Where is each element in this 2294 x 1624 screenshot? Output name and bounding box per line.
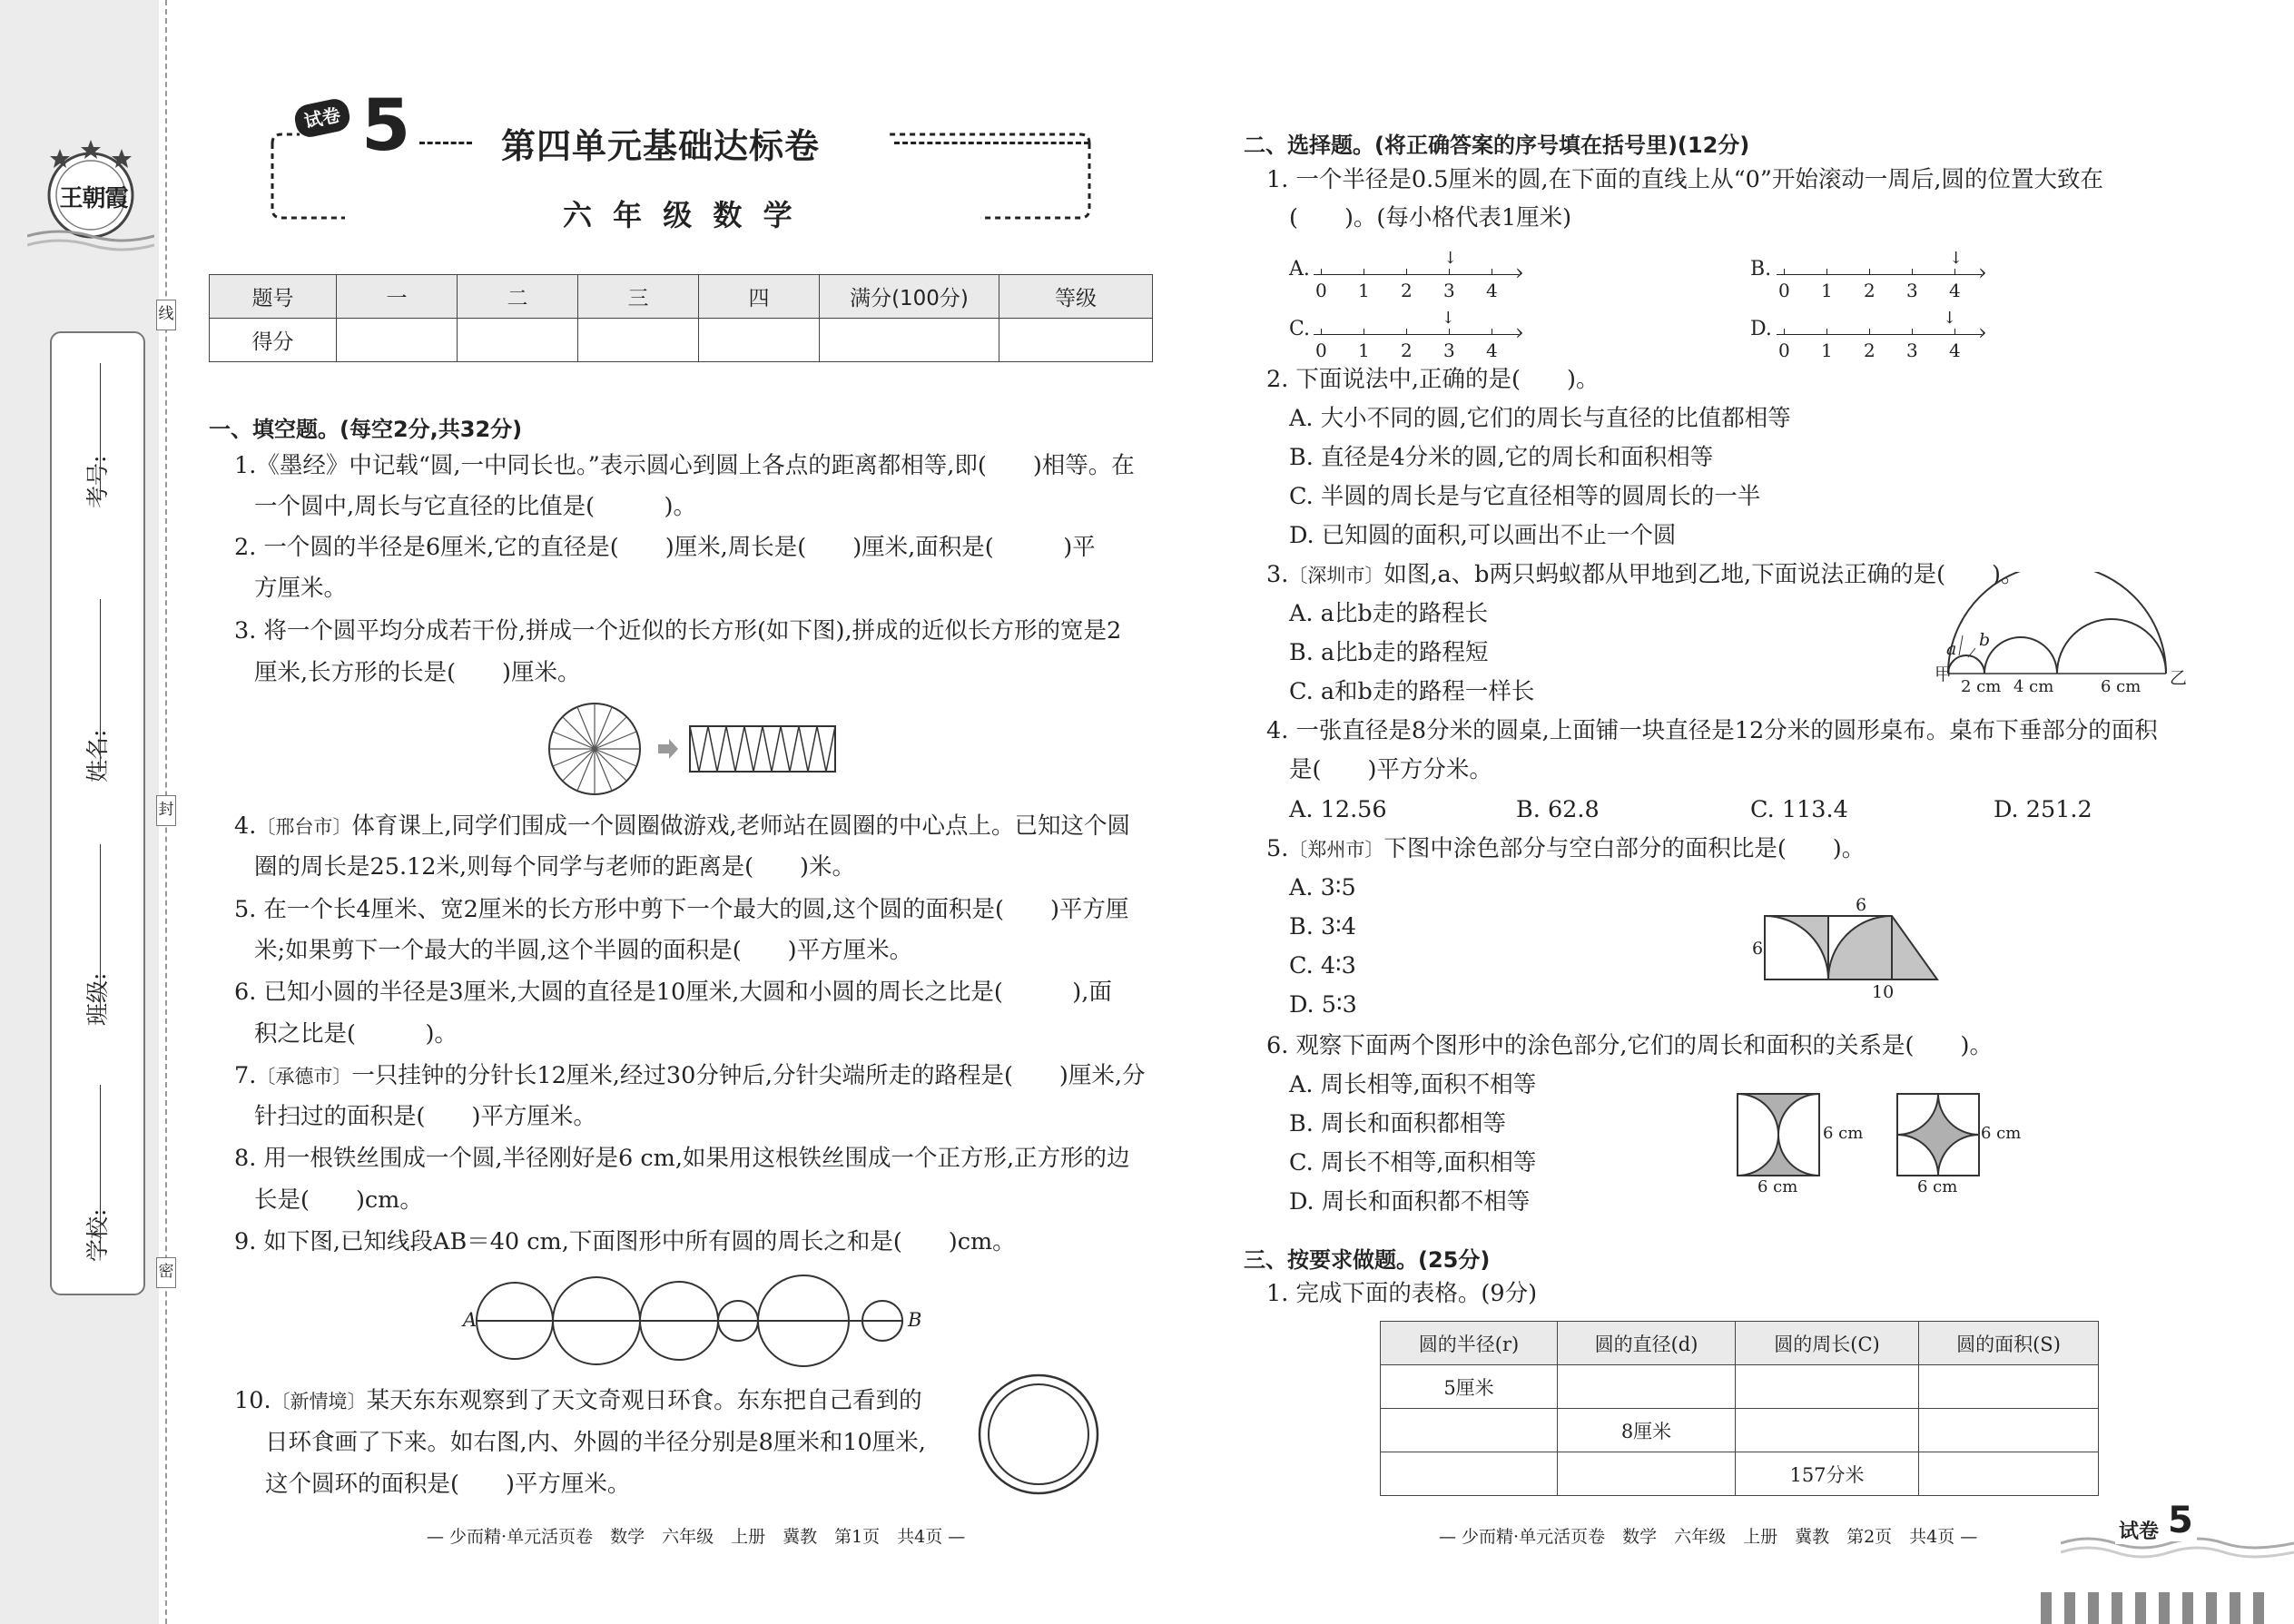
circle-table-cell[interactable] xyxy=(1736,1409,1919,1452)
number-line-tick-label: 0 xyxy=(1778,340,1790,361)
corner-bar xyxy=(2230,1592,2240,1624)
number-line-tick-label: 1 xyxy=(1821,280,1833,301)
q10-ring-figure xyxy=(975,1371,1102,1498)
section3-heading: 三、按要求做题。(25分) xyxy=(1244,1247,1491,1273)
q4-line1: 4.〔邢台市〕体育课上,同学们围成一个圆圈做游戏,老师站在圆圈的中心点上。已知这个圆 xyxy=(234,812,1131,840)
number-line-position-arrow: ↓ xyxy=(1441,309,1455,328)
r-q2-option-a[interactable]: A. 大小不同的圆,它们的周长与直径的比值都相等 xyxy=(1289,405,1791,432)
school-label: 学校: xyxy=(84,1208,111,1262)
header-dash-right xyxy=(894,142,1089,144)
test-badge: 试卷 xyxy=(292,96,352,140)
r-q1-line2: ( )。(每小格代表1厘米) xyxy=(1289,204,1572,231)
number-line-position-arrow: ↓ xyxy=(1443,249,1458,268)
test-number: 5 xyxy=(361,85,411,167)
r-q3-ant-b: b xyxy=(1979,630,1991,650)
number-line-arrowhead: › xyxy=(1515,260,1524,285)
exam-number-label: 考号: xyxy=(84,455,111,508)
number-line-tick xyxy=(1321,269,1322,274)
circle-table-cell[interactable] xyxy=(1381,1452,1558,1496)
r-q6-option-b[interactable]: B. 周长和面积都相等 xyxy=(1289,1110,1506,1137)
r-q5-text: 下图中涂色部分与空白部分的面积比是( )。 xyxy=(1383,835,1866,862)
q9-figure xyxy=(458,1266,930,1375)
circle-table-header: 圆的面积(S) xyxy=(1919,1322,2099,1365)
corner-bar xyxy=(2159,1592,2170,1624)
binding-char-feng: 封 xyxy=(156,795,176,826)
q6-line2: 积之比是( )。 xyxy=(254,1020,458,1048)
r-q5-option-b[interactable]: B. 3∶4 xyxy=(1289,913,1357,940)
q2-line1: 2. 一个圆的半径是6厘米,它的直径是( )厘米,周长是( )厘米,面积是( )平 xyxy=(234,534,1096,561)
r-q3-d2: 4 cm xyxy=(2013,677,2054,696)
number-line-tick xyxy=(1406,329,1407,334)
q4-text: 体育课上,同学们围成一个圆圈做游戏,老师站在圆圈的中心点上。已知这个圆 xyxy=(351,812,1131,840)
q9-line1: 9. 如下图,已知线段AB＝40 cm,下面图形中所有圆的周长之和是( )cm。 xyxy=(234,1228,1016,1255)
r-q3-line1: 3.〔深圳市〕如图,a、b两只蚂蚁都从甲地到乙地,下面说法正确的是( )。 xyxy=(1266,561,2024,588)
r-q6-figure-1 xyxy=(1736,1092,1821,1177)
class-line xyxy=(100,844,101,1017)
q3-line1: 3. 将一个圆平均分成若干份,拼成一个近似的长方形(如下图),拼成的近似长方形的宽是2 xyxy=(234,617,1122,645)
r-q2-option-c[interactable]: C. 半圆的周长是与它直径相等的圆周长的一半 xyxy=(1289,483,1761,510)
footer-right: — 少而精·单元活页卷 数学 六年级 上册 冀教 第2页 共4页 — xyxy=(1439,1527,1978,1547)
r-q6-option-c[interactable]: C. 周长不相等,面积相等 xyxy=(1289,1149,1537,1176)
number-line-tick xyxy=(1912,269,1913,274)
number-line-tick-label: 1 xyxy=(1821,340,1833,361)
r-q5-bottom-label: 10 xyxy=(1872,982,1895,1002)
r-q6-bottom-label-2: 6 cm xyxy=(1917,1177,1958,1196)
score-cell[interactable] xyxy=(999,319,1153,362)
circle-table-cell: 5厘米 xyxy=(1381,1365,1558,1409)
r-q5-line1: 5.〔郑州市〕下图中涂色部分与空白部分的面积比是( )。 xyxy=(1266,835,1866,862)
class-label: 班级: xyxy=(84,972,111,1026)
number-line-tick xyxy=(1784,269,1785,274)
r-q5-option-a[interactable]: A. 3∶5 xyxy=(1289,874,1356,901)
score-header: 三 xyxy=(578,275,699,319)
number-line-tick-label: 2 xyxy=(1401,340,1413,361)
corner-bar xyxy=(2182,1592,2193,1624)
number-line-tick-label: 3 xyxy=(1906,280,1918,301)
r-q3-figure xyxy=(1943,572,2170,676)
q9-point-b: B xyxy=(908,1309,922,1331)
corner-bar xyxy=(2041,1592,2052,1624)
r-q4-option-b[interactable]: B. 62.8 xyxy=(1516,796,1600,823)
school-line xyxy=(100,1085,101,1257)
q7-text: 一只挂钟的分针长12厘米,经过30分钟后,分针尖端所走的路程是( )厘米,分 xyxy=(351,1062,1146,1089)
number-line-tick xyxy=(1449,269,1450,274)
r-q3-jia: 甲 xyxy=(1935,664,1953,684)
number-line-tick-label: 4 xyxy=(1949,340,1961,361)
number-line-tick xyxy=(1954,269,1955,274)
r-q5-left-label: 6 xyxy=(1752,939,1764,959)
q1-line2: 一个圆中,周长与它直径的比值是( )。 xyxy=(254,493,697,520)
binding-char-mi: 密 xyxy=(156,1257,176,1288)
circle-table-cell[interactable] xyxy=(1919,1452,2099,1496)
q5-line1: 5. 在一个长4厘米、宽2厘米的长方形中剪下一个最大的圆,这个圆的面积是( )平方厘 xyxy=(234,896,1129,923)
number-line-tick-label: 2 xyxy=(1864,280,1876,301)
q7-region-tag: 〔承德市〕 xyxy=(256,1066,352,1088)
number-line-tick-label: 1 xyxy=(1358,280,1370,301)
q10-region-tag: 〔新情境〕 xyxy=(271,1391,367,1412)
number-line-tick xyxy=(1406,269,1407,274)
score-header: 四 xyxy=(699,275,820,319)
score-header: 满分(100分) xyxy=(820,275,999,319)
q6-line1: 6. 已知小圆的半径是3厘米,大圆的直径是10厘米,大圆和小圆的周长之比是( ),面 xyxy=(234,979,1112,1006)
q7-line1: 7.〔承德市〕一只挂钟的分针长12厘米,经过30分钟后,分针尖端所走的路程是( )厘米,分 xyxy=(234,1062,1146,1089)
circle-table-header: 圆的周长(C) xyxy=(1736,1322,1919,1365)
number-line-tick-label: 3 xyxy=(1443,280,1455,301)
r-q5-option-d[interactable]: D. 5∶3 xyxy=(1289,991,1357,1019)
section2-heading: 二、选择题。(将正确答案的序号填在括号里)(12分) xyxy=(1244,133,1750,158)
name-line xyxy=(100,599,101,772)
r-q3-option-c[interactable]: C. a和b走的路程一样长 xyxy=(1289,678,1535,705)
score-cell[interactable] xyxy=(578,319,699,362)
circle-table-header: 圆的半径(r) xyxy=(1381,1322,1558,1365)
q3-figure xyxy=(545,699,844,799)
r-q3-yi: 乙 xyxy=(2170,668,2188,688)
circle-table-cell: 8厘米 xyxy=(1558,1409,1736,1452)
r-q5-figure xyxy=(1761,912,1943,985)
page-title: 第四单元基础达标卷 xyxy=(501,126,821,166)
number-line-tick-label: 3 xyxy=(1906,340,1918,361)
corner-bar xyxy=(2112,1592,2122,1624)
number-line-tick-label: 4 xyxy=(1486,280,1498,301)
corner-bar xyxy=(2253,1592,2264,1624)
number-line-arrowhead: › xyxy=(1978,320,1987,345)
number-line-tick xyxy=(1826,329,1827,334)
r-q3-region-tag: 〔深圳市〕 xyxy=(1288,565,1384,586)
r-q4-option-c[interactable]: C. 113.4 xyxy=(1750,796,1848,823)
circle-table-cell: 157分米 xyxy=(1736,1452,1919,1496)
q1-line1: 1.《墨经》中记载“圆,一中同长也。”表示圆心到圆上各点的距离都相等,即( )相等。在 xyxy=(234,452,1135,479)
number-line-tick-label: 2 xyxy=(1401,280,1413,301)
numline-option-a-label[interactable]: A. xyxy=(1289,258,1310,281)
numline-option-d-label[interactable]: D. xyxy=(1750,318,1772,340)
circle-table-cell[interactable] xyxy=(1381,1409,1558,1452)
number-line-tick xyxy=(1912,329,1913,334)
number-line-axis xyxy=(1314,334,1519,335)
number-line-tick-label: 1 xyxy=(1358,340,1370,361)
circle-table-cell[interactable] xyxy=(1919,1365,2099,1409)
q3-line2: 厘米,长方形的长是( )厘米。 xyxy=(254,659,581,686)
circle-table-cell[interactable] xyxy=(1558,1452,1736,1496)
r-q2-option-b[interactable]: B. 直径是4分米的圆,它的周长和面积相等 xyxy=(1289,444,1714,471)
number-line-tick xyxy=(1954,329,1955,334)
score-cell[interactable] xyxy=(699,319,820,362)
number-line-tick-label: 0 xyxy=(1315,340,1327,361)
q7-line2: 针扫过的面积是( )平方厘米。 xyxy=(254,1103,596,1130)
r-q3-ant-a: a xyxy=(1946,639,1957,659)
corner-test-label: 试卷 xyxy=(2115,1516,2162,1544)
score-header: 一 xyxy=(337,275,458,319)
q9-point-a: A xyxy=(463,1309,478,1331)
number-line-tick xyxy=(1869,269,1870,274)
score-header: 等级 xyxy=(999,275,1153,319)
circle-table-header: 圆的直径(d) xyxy=(1558,1322,1736,1365)
score-header: 题号 xyxy=(210,275,337,319)
name-label: 姓名: xyxy=(84,729,111,782)
score-row-label: 得分 xyxy=(210,319,337,362)
number-line-tick-label: 0 xyxy=(1778,280,1790,301)
number-line-tick-label: 4 xyxy=(1486,340,1498,361)
corner-bar xyxy=(2088,1592,2099,1624)
number-line-tick xyxy=(1869,329,1870,334)
r-q2-option-d[interactable]: D. 已知圆的面积,可以画出不止一个圆 xyxy=(1289,522,1677,549)
page-subtitle: 六 年 级 数 学 xyxy=(563,198,798,232)
r-q3-option-b[interactable]: B. a比b走的路程短 xyxy=(1289,639,1489,666)
q8-line1: 8. 用一根铁丝围成一个圆,半径刚好是6 cm,如果用这根铁丝围成一个正方形,正方形的边 xyxy=(234,1145,1130,1172)
score-cell[interactable] xyxy=(458,319,578,362)
number-line-arrowhead: › xyxy=(1515,320,1524,345)
score-cell[interactable] xyxy=(337,319,458,362)
r-q6-side-label-1: 6 cm xyxy=(1823,1124,1864,1143)
corner-bar xyxy=(2206,1592,2217,1624)
number-line-arrowhead: › xyxy=(1978,260,1987,285)
section1-heading: 一、填空题。(每空2分,共32分) xyxy=(209,417,523,442)
exam-number-line xyxy=(100,363,101,499)
number-line-position-arrow: ↓ xyxy=(1942,309,1957,328)
corner-test-number: 5 xyxy=(2164,1500,2197,1541)
r-q2-line1: 2. 下面说法中,正确的是( )。 xyxy=(1266,366,1600,393)
number-line-tick-label: 4 xyxy=(1949,280,1961,301)
circle-table-cell[interactable] xyxy=(1736,1365,1919,1409)
numline-option-c-label[interactable]: C. xyxy=(1289,318,1311,340)
number-line-tick xyxy=(1449,329,1450,334)
r-q6-figure-2 xyxy=(1895,1092,1981,1177)
r-q4-line2: 是( )平方分米。 xyxy=(1289,756,1492,783)
r-q6-option-d[interactable]: D. 周长和面积都不相等 xyxy=(1289,1188,1531,1216)
r-q4-option-d[interactable]: D. 251.2 xyxy=(1994,796,2092,823)
r-q6-line1: 6. 观察下面两个图形中的涂色部分,它们的周长和面积的关系是( )。 xyxy=(1266,1032,1993,1059)
number-line-tick xyxy=(1321,329,1322,334)
number-line-tick-label: 0 xyxy=(1315,280,1327,301)
score-cell[interactable] xyxy=(820,319,999,362)
r-q3-d1: 2 cm xyxy=(1961,677,2002,696)
q10-text: 某天东东观察到了天文奇观日环食。东东把自己看到的 xyxy=(366,1387,922,1414)
r-q3-text: 如图,a、b两只蚂蚁都从甲地到乙地,下面说法正确的是( )。 xyxy=(1383,561,2024,588)
q5-line2: 米;如果剪下一个最大的半圆,这个半圆的面积是( )平方厘米。 xyxy=(254,937,913,964)
q10-line2: 日环食画了下来。如右图,内、外圆的半径分别是8厘米和10厘米, xyxy=(265,1429,926,1456)
circle-table-cell[interactable] xyxy=(1919,1409,2099,1452)
corner-bar xyxy=(2064,1592,2075,1624)
number-line-axis xyxy=(1777,274,1982,275)
r-q1-line1: 1. 一个半径是0.5厘米的圆,在下面的直线上从“0”开始滚动一周后,圆的位置大致在 xyxy=(1266,166,2103,193)
r-q4-line1: 4. 一张直径是8分米的圆桌,上面铺一块直径是12分米的圆形桌布。桌布下垂部分的面积 xyxy=(1266,717,2158,744)
r-q6-bottom-label-1: 6 cm xyxy=(1757,1177,1798,1196)
q4-region-tag: 〔邢台市〕 xyxy=(256,816,352,838)
q2-line2: 方厘米。 xyxy=(254,575,348,602)
r-q5-region-tag: 〔郑州市〕 xyxy=(1288,839,1384,861)
score-header: 二 xyxy=(458,275,578,319)
logo-text: 王朝霞 xyxy=(59,185,128,212)
s3-q1-line: 1. 完成下面的表格。(9分) xyxy=(1266,1280,1538,1307)
number-line-tick xyxy=(1784,329,1785,334)
number-line-axis xyxy=(1777,334,1982,335)
circle-table-cell[interactable] xyxy=(1558,1365,1736,1409)
r-q6-option-a[interactable]: A. 周长相等,面积不相等 xyxy=(1289,1071,1537,1098)
header-dash-left xyxy=(419,142,472,144)
q8-line2: 长是( )cm。 xyxy=(254,1186,423,1214)
q4-line2: 圈的周长是25.12米,则每个同学与老师的距离是( )米。 xyxy=(254,853,856,881)
footer-left: — 少而精·单元活页卷 数学 六年级 上册 冀教 第1页 共4页 — xyxy=(427,1527,966,1547)
r-q5-top-label: 6 xyxy=(1856,895,1867,915)
q10-line3: 这个圆环的面积是( )平方厘米。 xyxy=(265,1471,631,1498)
number-line-position-arrow: ↓ xyxy=(1949,249,1964,268)
binding-char-xian: 线 xyxy=(156,300,176,330)
number-line-tick-label: 2 xyxy=(1864,340,1876,361)
r-q5-option-c[interactable]: C. 4∶3 xyxy=(1289,952,1356,979)
q10-line1: 10.〔新情境〕某天东东观察到了天文奇观日环食。东东把自己看到的 xyxy=(234,1387,922,1414)
r-q4-option-a[interactable]: A. 12.56 xyxy=(1289,796,1387,823)
r-q3-option-a[interactable]: A. a比b走的路程长 xyxy=(1289,600,1489,627)
r-q3-d3: 6 cm xyxy=(2101,677,2141,696)
number-line-axis xyxy=(1314,274,1519,275)
number-line-tick-label: 3 xyxy=(1443,340,1455,361)
number-line-tick xyxy=(1826,269,1827,274)
corner-bar xyxy=(2135,1592,2146,1624)
r-q6-side-label-2: 6 cm xyxy=(1981,1124,2022,1143)
score-table xyxy=(209,274,1153,362)
circle-table xyxy=(1380,1321,2099,1496)
numline-option-b-label[interactable]: B. xyxy=(1750,258,1772,281)
